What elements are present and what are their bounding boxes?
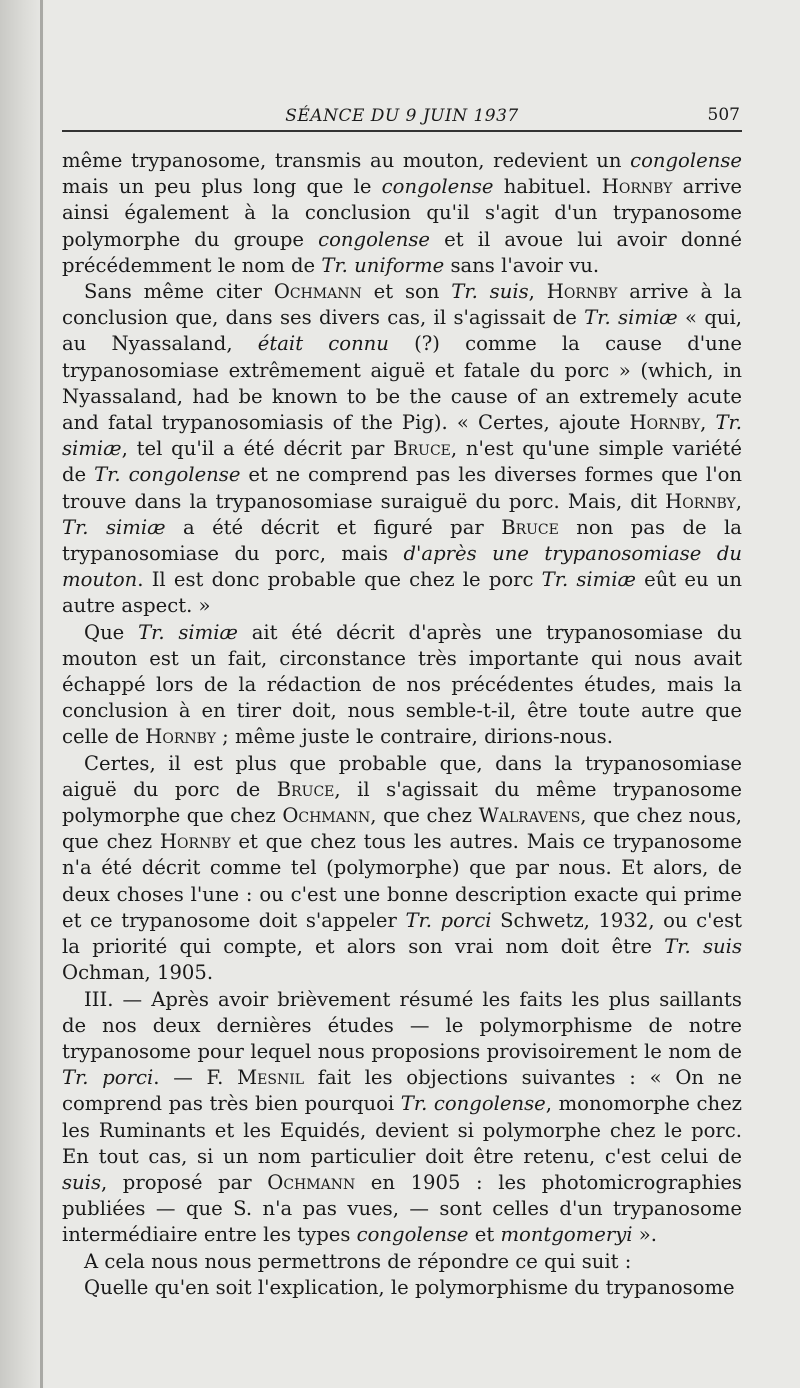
- italic-term: Tr. simiæ: [138, 620, 238, 644]
- text-run: Certes, il est plus que probable que, dans la trypanosomiase aiguë du porc de: [62, 751, 742, 801]
- text-run: non pas de la trypanosomiase du porc, mais: [62, 515, 742, 566]
- text-run: a été décrit et figuré par: [165, 515, 502, 539]
- text-run: , que chez: [370, 804, 479, 828]
- text-run: et: [468, 1223, 501, 1247]
- italic-term: Tr. suis: [664, 935, 742, 959]
- italic-term: congolense: [318, 227, 431, 251]
- author-name: Bruce: [501, 515, 559, 539]
- text-run: Quelle qu'en soit l'explication, le polymorphisme du trypanosome: [84, 1275, 735, 1299]
- text-run: (?) comme la cause d'une trypanosomiase extrêmement aiguë et fatale du porc » (which, in Nyassaland, had be known to be the cause of an extremely acute and fatal trypanosomiasis of the Pig). « Certes, ajoute: [62, 332, 742, 435]
- author-name: Hornby: [546, 280, 618, 304]
- italic-term: Tr. suis: [451, 280, 529, 304]
- author-name: Ochmann: [282, 804, 371, 828]
- italic-term: congolense: [381, 175, 494, 199]
- text-run: , proposé par: [101, 1170, 268, 1194]
- running-head: [62, 100, 742, 132]
- text-run: ,: [528, 280, 547, 304]
- author-name: Hornby: [601, 175, 673, 199]
- italic-term: Tr. congolense: [94, 463, 241, 487]
- text-run: , monomorphe chez les Ruminants et les Equidés, devient si polymorphe chez le porc. En tout cas, si un nom particulier doit être retenu, c'est celui de: [62, 1092, 742, 1168]
- text-run: ait été décrit d'après une trypanosomiase du mouton est un fait, circonstance très importante qui nous avait échappé lors de la rédaction de nos précédentes études, mais la conclusion à en tirer doit, nous semble-t-il, être toute autre que celle de: [62, 620, 743, 749]
- text-run: et que chez tous les autres. Mais ce trypanosome n'a été décrit comme tel (polymorphe) que par nous. Et alors, de deux choses l'une : ou c'est une bonne description exacte qui prime et ce trypanosome doit s'appeler: [62, 830, 742, 932]
- text-run: , il s'agissait du même trypanosome polymorphe que chez: [62, 777, 742, 828]
- author-name: Bruce: [276, 777, 335, 801]
- text-run: Sans même citer: [84, 280, 274, 304]
- text-run: en 1905 : les photomicrographies publiées — que S. n'a pas vues, — sont celles d'un trypanosome intermédiaire entre les types: [62, 1170, 742, 1247]
- italic-term: congolense: [630, 149, 742, 172]
- paragraph: [62, 148, 742, 279]
- text-run: . Il est donc probable que chez le porc: [137, 568, 542, 592]
- author-name: Hornby: [629, 411, 701, 435]
- text-run: . — F.: [153, 1066, 238, 1090]
- text-run: même trypanosome, transmis au mouton, redevient un: [62, 149, 631, 172]
- text-run: ,: [700, 411, 716, 435]
- text-run: , tel qu'il a été décrit par: [121, 437, 394, 461]
- text-run: « qui, au Nyassaland,: [62, 306, 742, 356]
- paragraph: [62, 279, 742, 620]
- text-run: Ochman, 1905.: [62, 961, 214, 985]
- text-run: A cela nous nous permettrons de répondre ce qui suit :: [84, 1249, 632, 1273]
- text-run: et il avoue lui avoir donné précédemment le nom de: [62, 227, 742, 277]
- text-run: Schwetz, 1932, ou c'est la priorité qui compte, et alors son vrai nom doit être: [62, 908, 743, 959]
- italic-term: Tr. porci: [405, 908, 492, 932]
- text-run: habituel.: [493, 175, 602, 199]
- text-run: ».: [632, 1223, 657, 1247]
- paragraph: [62, 1249, 742, 1275]
- italic-term: congolense: [356, 1223, 469, 1247]
- italic-term: Tr. simiæ: [62, 515, 166, 539]
- italic-term: montgomeryi: [500, 1223, 633, 1247]
- author-name: Hornby: [159, 830, 231, 854]
- paragraph: [62, 1275, 742, 1301]
- italic-term: Tr. simiæ: [62, 411, 742, 461]
- italic-term: Tr. simiæ: [541, 568, 636, 592]
- text-run: arrive ainsi également à la conclusion qu'il s'agit d'un trypanosome polymorphe du groupe: [62, 175, 742, 251]
- text-run: arrive à la conclusion que, dans ses divers cas, il s'agissait de: [62, 280, 742, 330]
- book-page: [62, 100, 742, 1301]
- author-name: Ochmann: [267, 1170, 356, 1194]
- italic-term: Tr. porci: [62, 1066, 154, 1090]
- text-run: Que: [84, 620, 139, 644]
- author-name: Bruce: [393, 437, 451, 461]
- italic-term: Tr. simiæ: [584, 306, 678, 330]
- italic-term: Tr. uniforme: [321, 253, 445, 277]
- italic-term: suis: [62, 1170, 101, 1194]
- author-name: Mesnil: [237, 1066, 305, 1090]
- text-run: et ne comprend pas les diverses formes que l'on trouve dans la trypanosomiase suraiguë du porc. Mais, dit: [62, 463, 742, 513]
- paragraph: [62, 751, 742, 987]
- italic-term: était connu: [257, 332, 389, 356]
- author-name: Ochmann: [273, 280, 362, 304]
- text-run: III. — Après avoir brièvement résumé les faits les plus saillants de nos deux dernières études — le polymorphisme de notre trypanosome pour lequel nous proposions provisoirement le nom de: [62, 987, 742, 1063]
- text-run: fait les objections suivantes : « On ne comprend pas très bien pourquoi: [62, 1066, 742, 1116]
- page-number: 507: [707, 105, 740, 125]
- author-name: Hornby: [145, 725, 216, 749]
- paragraph: [62, 987, 742, 1249]
- author-name: Walravens: [478, 804, 581, 828]
- page-binding-line: [40, 0, 43, 1388]
- body-text: [62, 148, 742, 1301]
- text-run: et son: [361, 280, 452, 304]
- text-run: eût eu un autre aspect. »: [62, 568, 743, 618]
- italic-term: d'après une trypanosomiase du mouton: [62, 542, 742, 592]
- text-run: mais un peu plus long que le: [62, 175, 382, 199]
- text-run: ; même juste le contraire, dirions-nous.: [215, 725, 613, 749]
- italic-term: Tr. congolense: [400, 1092, 546, 1116]
- text-run: , n'est qu'une simple variété de: [62, 437, 742, 487]
- text-run: sans l'avoir vu.: [444, 253, 600, 277]
- author-name: Hornby: [665, 489, 736, 513]
- text-run: ,: [735, 489, 742, 513]
- text-run: , que chez nous, que chez: [62, 804, 742, 854]
- running-title: SÉANCE DU 9 JUIN 1937: [285, 106, 519, 126]
- paragraph: [62, 620, 742, 751]
